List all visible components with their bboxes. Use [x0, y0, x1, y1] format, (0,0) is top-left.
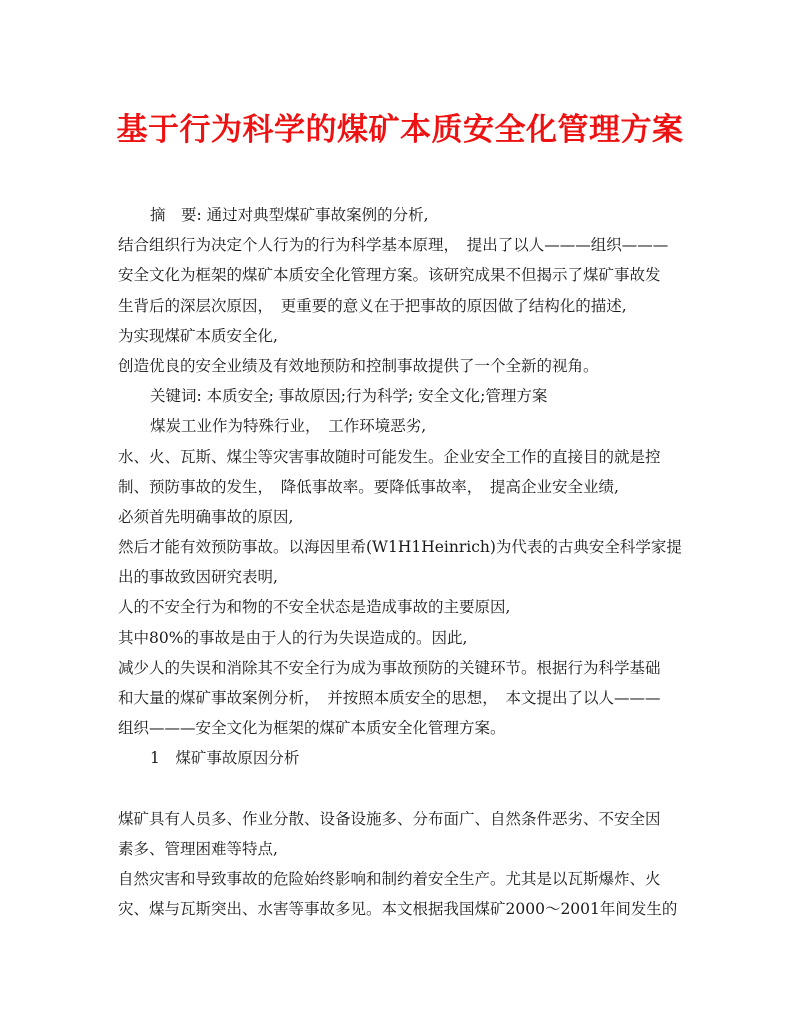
body-line: 减少人的失误和消除其不安全行为成为事故预防的关键环节。根据行为科学基础 [118, 658, 661, 677]
body-line: 为实现煤矿本质安全化, [118, 326, 278, 345]
document-body [118, 200, 688, 925]
section-heading: 1 煤矿事故原因分析 [150, 749, 300, 768]
body-line: 生背后的深层次原因， 更重要的意义在于把事故的原因做了结构化的描述, [118, 296, 627, 315]
body-line: 灾、煤与瓦斯突出、水害等事故多见。本文根据我国煤矿2000～2001年间发生的 [118, 900, 678, 919]
body-line: 出的事故致因研究表明, [118, 568, 278, 587]
body-line: 组织———安全文化为框架的煤矿本质安全化管理方案。 [118, 719, 506, 738]
body-line: 然后才能有效预防事故。以海因里希(W1H1Heinrich)为代表的古典安全科学家提 [118, 538, 682, 557]
body-line: 创造优良的安全业绩及有效地预防和控制事故提供了一个全新的视角。 [118, 356, 599, 375]
document-title: 基于行为科学的煤矿本质安全化管理方案 [116, 112, 684, 148]
body-line: 必须首先明确事故的原因, [118, 507, 294, 526]
body-line: 和大量的煤矿事故案例分析， 并按照本质安全的思想， 本文提出了以人——— [118, 689, 661, 707]
body-line: 其中80%的事故是由于人的行为失误造成的。因此, [118, 628, 468, 647]
body-line: 人的不安全行为和物的不安全状态是造成事故的主要原因, [118, 598, 511, 617]
abstract-line: 摘 要: 通过对典型煤矿事故案例的分析, [150, 206, 429, 224]
body-line: 安全文化为框架的煤矿本质安全化管理方案。该研究成果不但揭示了煤矿事故发 [118, 266, 661, 285]
body-line: 制、预防事故的发生， 降低事故率。要降低事故率， 提高企业安全业绩, [118, 477, 619, 496]
body-line: 结合组织行为决定个人行为的行为科学基本原理， 提出了以人———组织——— [118, 236, 669, 255]
blank-line [118, 774, 688, 804]
body-line: 煤矿具有人员多、作业分散、设备设施多、分布面广、自然条件恶劣、不安全因 [118, 809, 661, 828]
keywords-line: 关键词: 本质安全; 事故原因;行为科学; 安全文化;管理方案 [150, 387, 548, 406]
body-line: 素多、管理困难等特点, [118, 839, 278, 858]
body-line: 自然灾害和导致事故的危险始终影响和制约着安全生产。尤其是以瓦斯爆炸、火 [118, 870, 661, 889]
body-line: 煤炭工业作为特殊行业， 工作环境恶劣, [150, 417, 427, 436]
body-line: 水、火、瓦斯、煤尘等灾害事故随时可能发生。企业安全工作的直接目的就是控 [118, 447, 661, 466]
